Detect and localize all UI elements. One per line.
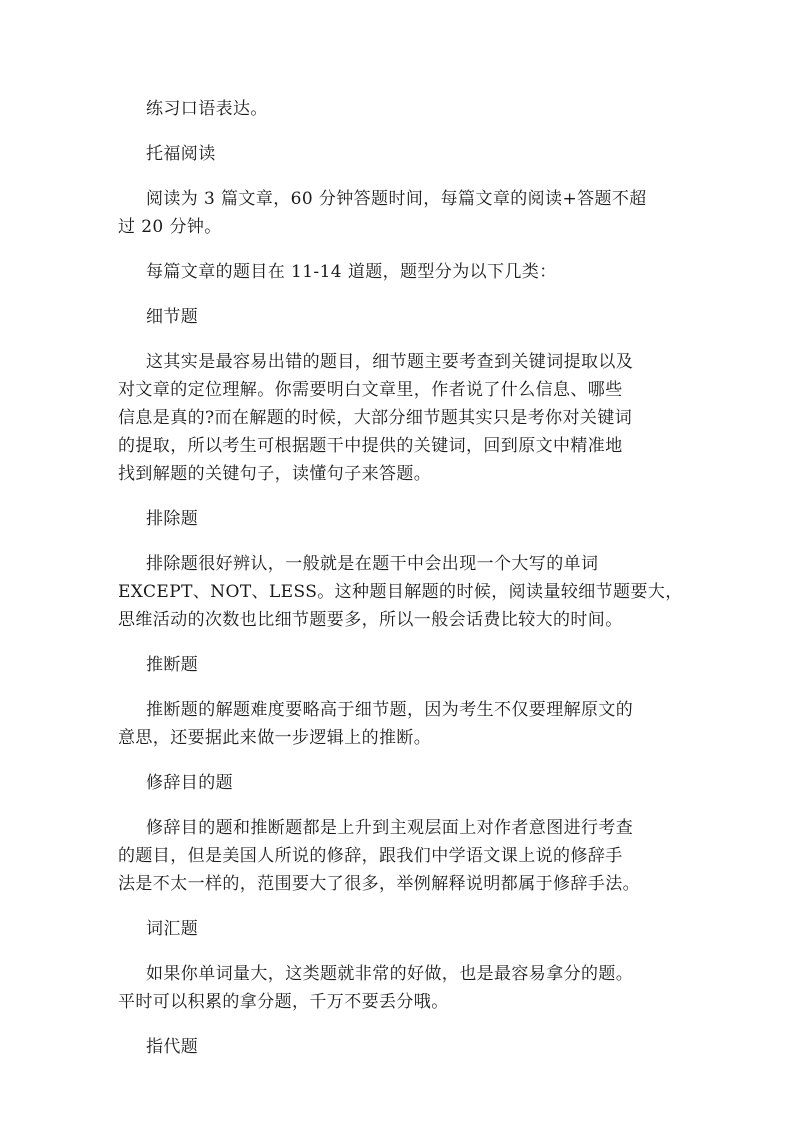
paragraph-except-questions: 排除题很好辨认，一般就是在题干中会出现一个大写的单词 EXCEPT、NOT、LESS。这种题目解题的时候，阅读量较细节题要大， 思维活动的次数也比细节题要多，所以一般会话费比较大的时间。 [118, 554, 683, 630]
paragraph-speaking-practice: 练习口语表达。 [146, 99, 268, 119]
heading-except-questions: 排除题 [146, 509, 199, 529]
heading-toefl-reading: 托福阅读 [146, 144, 216, 164]
paragraph-detail-questions: 这其实是最容易出错的题目，细节题主要考查到关键词提取以及 对文章的定位理解。你需要明白文章里，作者说了什么信息、哪些 信息是真的?而在解题的时候，大部分细节题其实只是考你对关键词 的提取，所以考生可根据题干中提供的关键词，回到原文中精准地 找到解题的关键句子，读懂句子来答题。 [118, 352, 634, 484]
heading-vocabulary-questions: 词汇题 [146, 919, 199, 939]
heading-reference-questions: 指代题 [146, 1037, 199, 1057]
paragraph-question-types: 每篇文章的题目在 11-14 道题，题型分为以下几类： [146, 262, 557, 282]
paragraph-vocabulary-questions: 如果你单词量大，这类题就非常的好做，也是最容易拿分的题。 平时可以积累的拿分题，千万不要丢分哦。 [118, 964, 634, 1012]
heading-detail-questions: 细节题 [146, 307, 199, 327]
paragraph-reading-overview: 阅读为 3 篇文章，60 分钟答题时间，每篇文章的阅读+答题不超 过 20 分钟。 [118, 189, 647, 237]
paragraph-rhetorical-purpose-questions: 修辞目的题和推断题都是上升到主观层面上对作者意图进行考查 的题目，但是美国人所说的修辞，跟我们中学语文课上说的修辞手 法是不太一样的，范围要大了很多，举例解释说明都属于修辞手法。 [118, 818, 640, 894]
heading-inference-questions: 推断题 [146, 655, 199, 675]
paragraph-inference-questions: 推断题的解题难度要略高于细节题，因为考生不仅要理解原文的 意思，还要据此来做一步逻辑上的推断。 [118, 700, 634, 748]
document-body [118, 95, 688, 1061]
heading-rhetorical-purpose-questions: 修辞目的题 [146, 773, 233, 793]
